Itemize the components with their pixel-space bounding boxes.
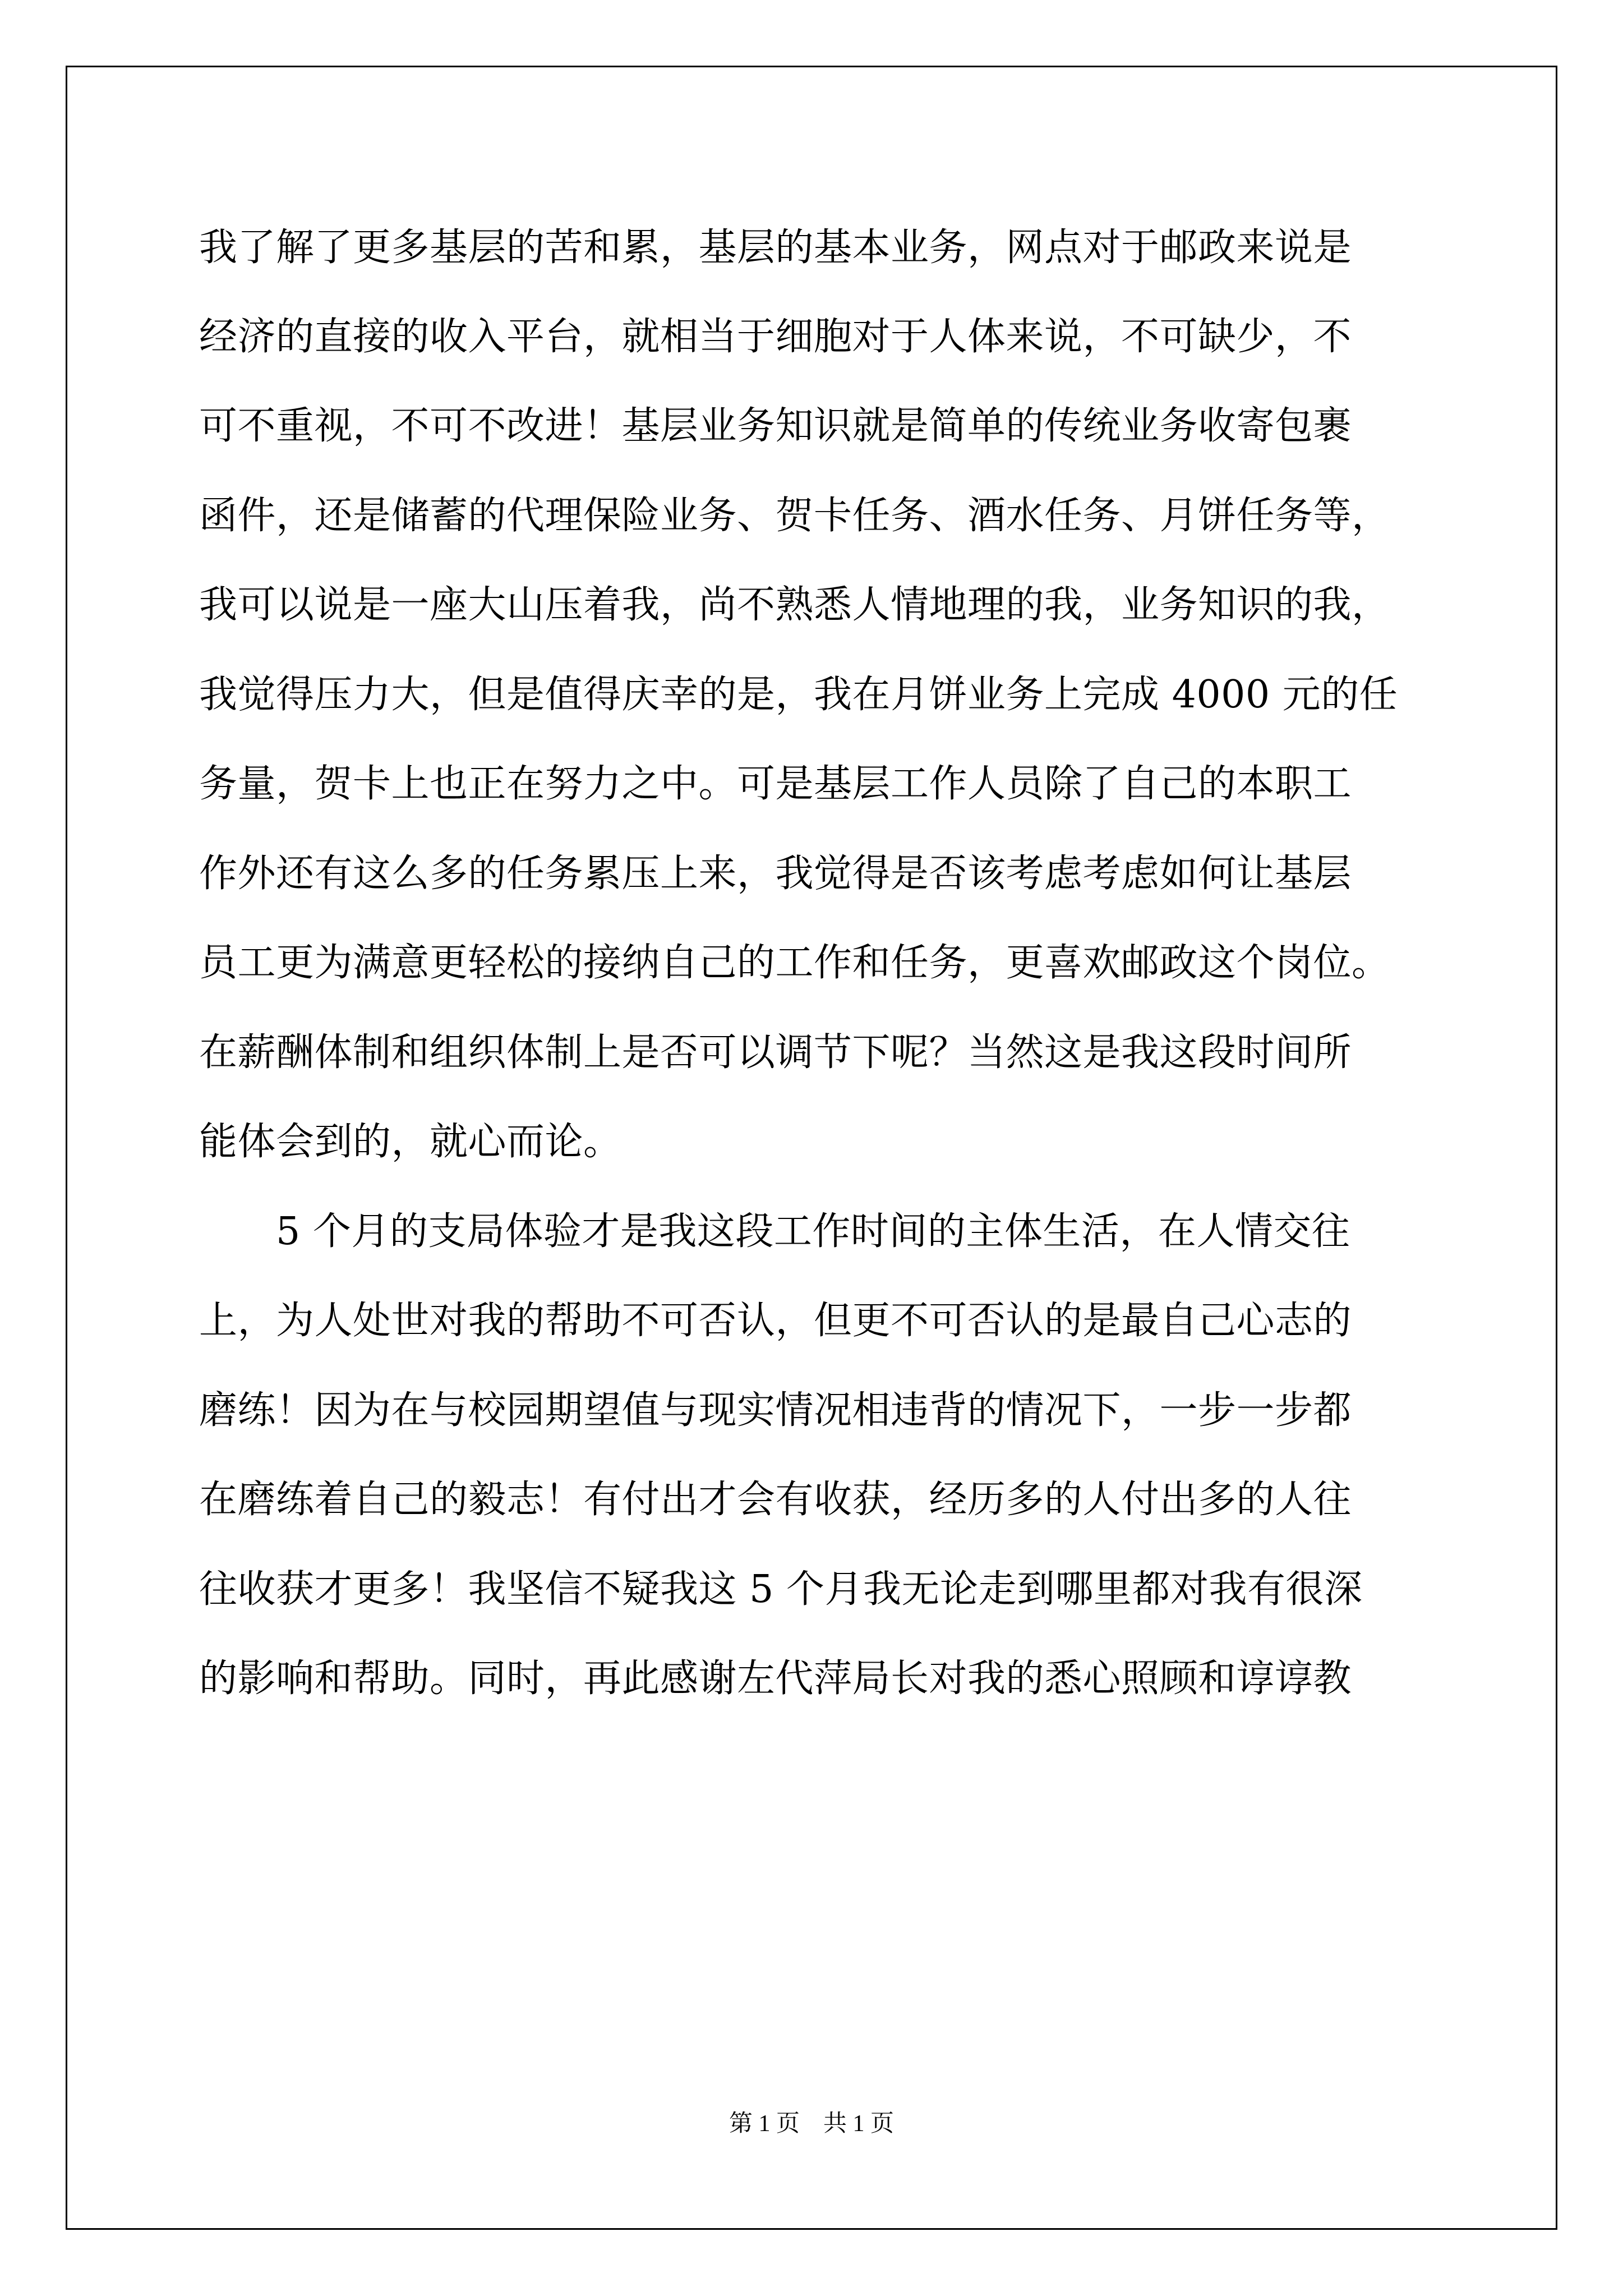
text-line: 员工更为满意更轻松的接纳自己的工作和任务，更喜欢邮政这个岗位。 (199, 941, 1390, 985)
text-line: 我了解了更多基层的苦和累，基层的基本业务，网点对于邮政来说是 (199, 226, 1352, 270)
text-line: 经济的直接的收入平台，就相当于细胞对于人体来说，不可缺少，不 (199, 315, 1352, 359)
text-line: 作外还有这么多的任务累压上来，我觉得是否该考虑考虑如何让基层 (199, 852, 1352, 896)
page-footer: 第 1 页 共 1 页 (728, 2111, 894, 2137)
text-line: 能体会到的，就心而论。 (199, 1120, 622, 1164)
text-line: 上，为人处世对我的帮助不可否认，但更不可否认的是最自己心志的 (199, 1299, 1352, 1343)
text-line: 的影响和帮助。同时，再此感谢左代萍局长对我的悉心照顾和谆谆教 (199, 1657, 1352, 1701)
text-line: 务量，贺卡上也正在努力之中。可是基层工作人员除了自己的本职工 (199, 762, 1352, 806)
text-line: 在薪酬体制和组织体制上是否可以调节下呢？当然这是我这段时间所 (199, 1030, 1352, 1075)
text-line: 5 个月的支局体验才是我这段工作时间的主体生活，在人情交往 (199, 1209, 1350, 1254)
text-line: 我可以说是一座大山压着我，尚不熟悉人情地理的我，业务知识的我， (199, 583, 1390, 627)
text-line: 磨练！因为在与校园期望值与现实情况相违背的情况下，一步一步都 (199, 1388, 1352, 1433)
text-line: 我觉得压力大，但是值得庆幸的是，我在月饼业务上完成 4000 元的任 (199, 673, 1398, 717)
text-line: 可不重视，不可不改进！基层业务知识就是简单的传统业务收寄包裹 (199, 404, 1352, 448)
text-line: 函件，还是储蓄的代理保险业务、贺卡任务、酒水任务、月饼任务等， (199, 494, 1390, 538)
text-line: 往收获才更多！我坚信不疑我这 5 个月我无论走到哪里都对我有很深 (199, 1567, 1363, 1612)
text-line: 在磨练着自己的毅志！有付出才会有收获，经历多的人付出多的人往 (199, 1478, 1352, 1522)
